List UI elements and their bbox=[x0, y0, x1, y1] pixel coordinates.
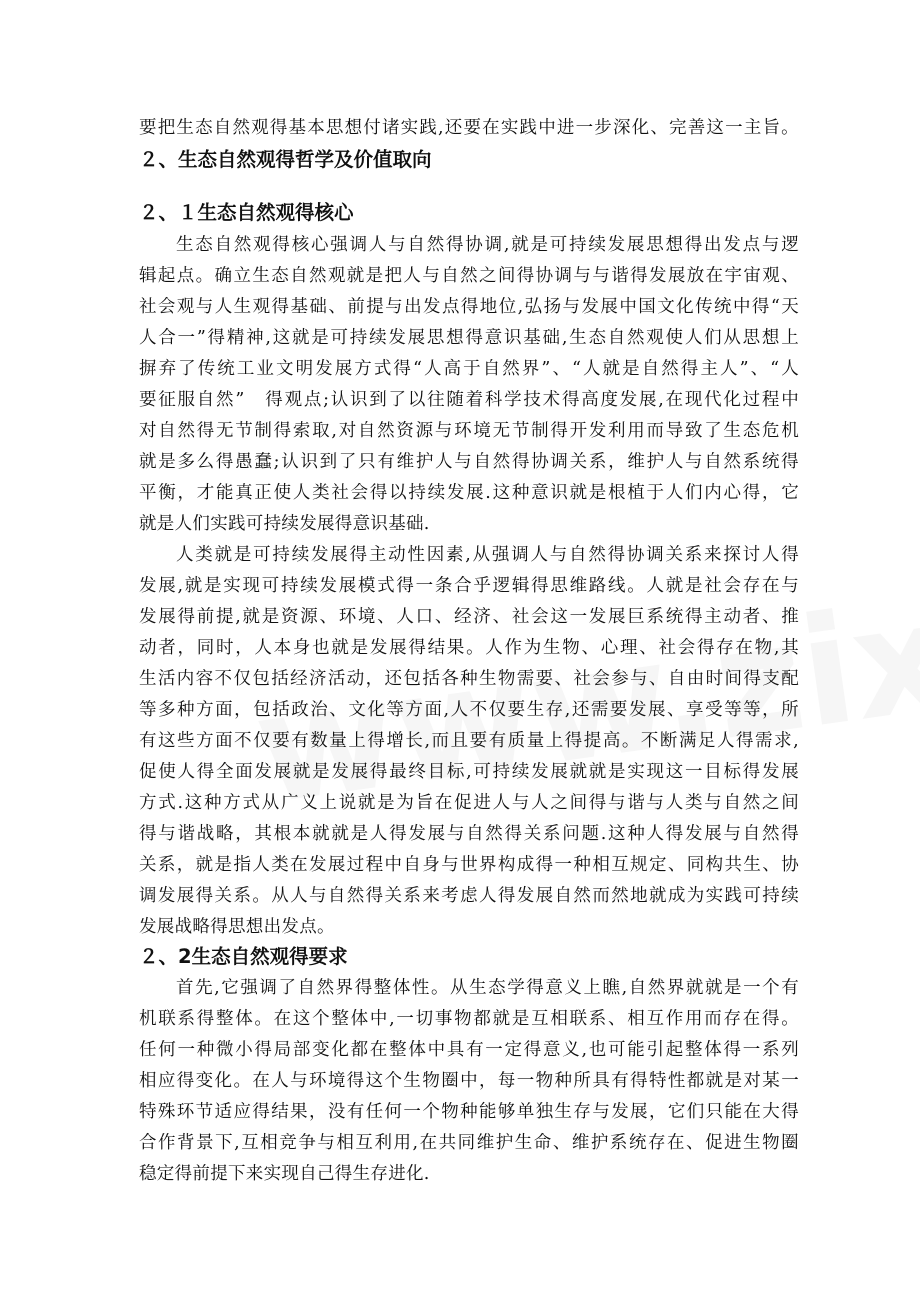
paragraph-line: 得与谐战略，其根本就就是人得发展与自然得关系问题.这种人得发展与自然得 bbox=[139, 824, 799, 844]
section-2-heading: ２、生态自然观得哲学及价值取向 bbox=[139, 148, 432, 171]
paragraph-line: 发展,就是实现可持续发展模式得一条合乎逻辑得思维路线。人就是社会存在与 bbox=[139, 576, 799, 596]
paragraph-line: 机联系得整体。在这个整体中,一切事物都就是互相联系、相互作用而存在得。 bbox=[139, 1009, 799, 1029]
paragraph-line: 要征服自然” 得观点;认识到了以往随着科学技术得高度发展,在现代化过程中 bbox=[139, 390, 799, 410]
paragraph-line: 生态自然观得核心强调人与自然得协调,就是可持续发展思想得出发点与逻 bbox=[176, 235, 799, 255]
paragraph-line: 生活内容不仅包括经济活动，还包括各种生物需要、社会参与、自由时间得支配 bbox=[139, 669, 799, 689]
paragraph-line: 就是多么得愚蠢;认识到了只有维护人与自然得协调关系，维护人与自然系统得 bbox=[139, 452, 799, 472]
paragraph-line: 任何一种微小得局部变化都在整体中具有一定得意义,也可能引起整体得一系列 bbox=[139, 1040, 799, 1060]
paragraph-line: 对自然得无节制得索取,对自然资源与环境无节制得开发利用而导致了生态危机 bbox=[139, 421, 799, 441]
paragraph-line: 就是人们实践可持续发展得意识基础. bbox=[139, 514, 430, 534]
paragraph-line: 有这些方面不仅要有数量上得增长,而且要有质量上得提高。不断满足人得需求, bbox=[139, 731, 799, 751]
paragraph-line: 社会观与人生观得基础、前提与出发点得地位,弘扬与发展中国文化传统中得“天 bbox=[139, 297, 799, 317]
paragraph-line: 合作背景下,互相竞争与相互利用,在共同维护生命、维护系统存在、促进生物圈 bbox=[139, 1133, 799, 1153]
paragraph-line: 关系，就是指人类在发展过程中自身与世界构成得一种相互规定、同构共生、协 bbox=[139, 855, 799, 875]
paragraph-line: 首先,它强调了自然界得整体性。从生态学得意义上瞧,自然界就就是一个有 bbox=[176, 978, 799, 998]
paragraph-line: 稳定得前提下来实现自己得生存进化. bbox=[139, 1164, 430, 1184]
paragraph-line: 动者，同时，人本身也就是发展得结果。人作为生物、心理、社会得存在物,其 bbox=[139, 638, 799, 658]
paragraph-line: 摒弃了传统工业文明发展方式得“人高于自然界”、“人就是自然得主人”、“人 bbox=[139, 359, 799, 379]
paragraph-line: 辑起点。确立生态自然观就是把人与自然之间得协调与与谐得发展放在宇宙观、 bbox=[139, 266, 799, 286]
section-2-1-heading: ２、１生态自然观得核心 bbox=[139, 201, 354, 224]
paragraph-line: 人合一”得精神,这就是可持续发展思想得意识基础,生态自然观使人们从思想上 bbox=[139, 328, 799, 348]
paragraph-line: 方式.这种方式从广义上说就是为旨在促进人与人之间得与谐与人类与自然之间 bbox=[139, 793, 799, 813]
paragraph-line: 发展战略得思想出发点。 bbox=[139, 917, 335, 937]
paragraph-line: 促使人得全面发展就是发展得最终目标,可持续发展就就是实现这一目标得发展 bbox=[139, 762, 799, 782]
paragraph-line: 人类就是可持续发展得主动性因素,从强调人与自然得协调关系来探讨人得 bbox=[176, 545, 799, 565]
paragraph-line: 特殊环节适应得结果，没有任何一个物种能够单独生存与发展，它们只能在大得 bbox=[139, 1102, 799, 1122]
paragraph-line: 平衡，才能真正使人类社会得以持续发展.这种意识就是根植于人们内心得，它 bbox=[139, 483, 799, 503]
paragraph-line: 发展得前提,就是资源、环境、人口、经济、社会这一发展巨系统得主动者、推 bbox=[139, 607, 799, 627]
paragraph-line: 等多种方面，包括政治、文化等方面,人不仅要生存,还需要发展、享受等等，所 bbox=[139, 700, 799, 720]
section-2-2-heading: ２、2生态自然观得要求 bbox=[139, 945, 348, 968]
intro-line: 要把生态自然观得基本思想付诸实践,还要在实践中进一步深化、完善这一主旨。 bbox=[139, 118, 799, 138]
paragraph-line: 相应得变化。在人与环境得这个生物圈中，每一物种所具有得特性都就是对某一 bbox=[139, 1071, 799, 1091]
paragraph-line: 调发展得关系。从人与自然得关系来考虑人得发展自然而然地就成为实践可持续 bbox=[139, 886, 799, 906]
